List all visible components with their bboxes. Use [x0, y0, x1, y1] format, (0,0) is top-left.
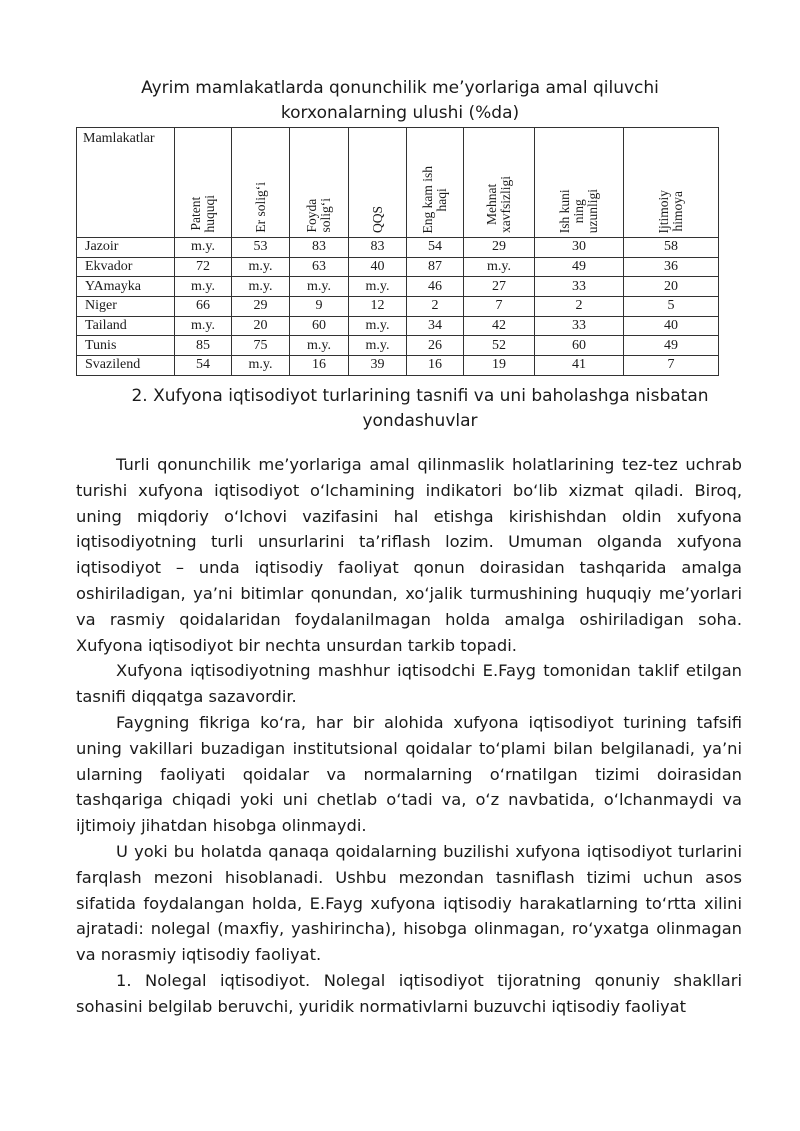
value-cell: 40: [349, 257, 407, 277]
table-header-row: [77, 128, 719, 238]
table-row: [77, 316, 719, 336]
value-cell: m.y.: [232, 356, 290, 376]
table-caption: Ayrim mamlakatlarda qonunchilik me’yorlariga amal qiluvchi korxonalarning ulushi (%da): [141, 78, 659, 123]
header-land-tax: Er solig‘i: [232, 128, 290, 238]
paragraph: Xufyona iqtisodiyotning mashhur iqtisodchi E.Fayg tomonidan taklif etilgan tasnifi diqqatga sazavordir.: [76, 661, 742, 707]
value-cell: 34: [407, 316, 464, 336]
paragraph: U yoki bu holatda qanaqa qoidalarning buzilishi xufyona iqtisodiyot turlarini farqlash mezoni hisoblanadi. Ushbu mezondan tasniflash tizimi uchun asos sifatida foydalangan holda, E.Fayg xufyona iqtisodiy harakatlarning to‘rtta xilini ajratadi: nolegal (maxfiy, yashirincha), hisobga olinmagan, ro‘yxatga olinmagan va norasmiy iqtisodiy faoliyat.: [76, 841, 742, 965]
value-cell: 63: [290, 257, 349, 277]
header-patent: Patent huquqi: [175, 128, 232, 238]
value-cell: 53: [232, 238, 290, 258]
table-row: [77, 277, 719, 297]
table-row: [77, 238, 719, 258]
value-cell: 29: [232, 297, 290, 317]
country-cell: Svazilend: [77, 356, 175, 376]
value-cell: 58: [624, 238, 719, 258]
value-cell: 12: [349, 297, 407, 317]
value-cell: 27: [464, 277, 535, 297]
value-cell: m.y.: [349, 277, 407, 297]
value-cell: 66: [175, 297, 232, 317]
table-row: [77, 257, 719, 277]
value-cell: 83: [349, 238, 407, 258]
table-row: [77, 336, 719, 356]
section-heading: 2. Xufyona iqtisodiyot turlarining tasnifi va uni baholashga nisbatan yondashuvlar: [131, 386, 709, 431]
table-body: [77, 238, 719, 376]
value-cell: m.y.: [175, 316, 232, 336]
value-cell: 85: [175, 336, 232, 356]
value-cell: 60: [290, 316, 349, 336]
value-cell: 16: [290, 356, 349, 376]
header-min-wage: Eng kam ish haqi: [407, 128, 464, 238]
value-cell: m.y.: [175, 277, 232, 297]
value-cell: 46: [407, 277, 464, 297]
value-cell: 42: [464, 316, 535, 336]
table-row: [77, 297, 719, 317]
country-cell: Ekvador: [77, 257, 175, 277]
value-cell: m.y.: [290, 277, 349, 297]
country-cell: YAmayka: [77, 277, 175, 297]
value-cell: 41: [535, 356, 624, 376]
value-cell: 26: [407, 336, 464, 356]
body-text: [76, 452, 742, 1020]
value-cell: 33: [535, 316, 624, 336]
value-cell: 2: [535, 297, 624, 317]
value-cell: 75: [232, 336, 290, 356]
value-cell: m.y.: [232, 277, 290, 297]
value-cell: m.y.: [232, 257, 290, 277]
paragraph: Faygning fikriga ko‘ra, har bir alohida xufyona iqtisodiyot turining tafsifi uning vakillari buzadigan institutsional qoidalar to‘plami bilan belgilanadi, ya’ni ularning faoliyati qoidalar va normalarning o‘rnatilgan tizimi doirasidan tashqariga chiqadi yoki uni chetlab o‘tadi va, o‘z navbatida, o‘lchanmaydi va ijtimoiy jihatdan hisobga olinmaydi.: [76, 712, 742, 836]
paragraph: Turli qonunchilik me’yorlariga amal qilinmaslik holatlarining tez-tez uchrab turishi xufyona iqtisodiyot o‘lchamining indikatori bo‘lib xizmat qiladi. Biroq, uning miqdoriy o‘lchovi vazifasini hal etishga kirishishdan oldin xufyona iqtisodiyotning turli unsurlarini ta’riflash lozim. Umuman olganda xufyona iqtisodiyot – unda iqtisodiy faoliyat qonun doirasidan tashqarida amalga oshiriladigan, ya’ni bitimlar qonundan, xo‘jalik turmushining huquqiy me’yorlari va rasmiy qoidalaridan foydalanilmagan holda amalga oshiriladigan soha. Xufyona iqtisodiyot bir nechta unsurdan tarkib topadi.: [76, 455, 742, 655]
header-social-protection: Ijtimoiy himoya: [624, 128, 719, 238]
value-cell: 20: [624, 277, 719, 297]
value-cell: 33: [535, 277, 624, 297]
value-cell: 2: [407, 297, 464, 317]
value-cell: 9: [290, 297, 349, 317]
value-cell: 29: [464, 238, 535, 258]
country-cell: Jazoir: [77, 238, 175, 258]
header-countries: Mamlakatlar: [77, 128, 175, 238]
value-cell: 52: [464, 336, 535, 356]
value-cell: m.y.: [464, 257, 535, 277]
country-cell: Tunis: [77, 336, 175, 356]
value-cell: 19: [464, 356, 535, 376]
header-labor-safety: Mehnat xavfsizligi: [464, 128, 535, 238]
value-cell: m.y.: [290, 336, 349, 356]
value-cell: 5: [624, 297, 719, 317]
value-cell: 54: [175, 356, 232, 376]
table-row: [77, 356, 719, 376]
header-vat: QQS: [349, 128, 407, 238]
value-cell: 39: [349, 356, 407, 376]
value-cell: 54: [407, 238, 464, 258]
country-cell: Tailand: [77, 316, 175, 336]
value-cell: 16: [407, 356, 464, 376]
value-cell: 30: [535, 238, 624, 258]
value-cell: 83: [290, 238, 349, 258]
value-cell: 7: [624, 356, 719, 376]
value-cell: 20: [232, 316, 290, 336]
value-cell: 87: [407, 257, 464, 277]
value-cell: m.y.: [175, 238, 232, 258]
value-cell: 36: [624, 257, 719, 277]
value-cell: 49: [624, 336, 719, 356]
compliance-table: [76, 127, 719, 376]
paragraph: 1. Nolegal iqtisodiyot. Nolegal iqtisodiyot tijoratning qonuniy shakllari sohasini belgilab beruvchi, yuridik normativlarni buzuvchi iqtisodiy faoliyat: [76, 970, 742, 1016]
value-cell: 49: [535, 257, 624, 277]
value-cell: 40: [624, 316, 719, 336]
value-cell: 7: [464, 297, 535, 317]
header-workday-length: Ish kuni ning uzunligi: [535, 128, 624, 238]
header-profit-tax: Foyda solig‘i: [290, 128, 349, 238]
value-cell: 72: [175, 257, 232, 277]
value-cell: m.y.: [349, 336, 407, 356]
value-cell: m.y.: [349, 316, 407, 336]
value-cell: 60: [535, 336, 624, 356]
country-cell: Niger: [77, 297, 175, 317]
